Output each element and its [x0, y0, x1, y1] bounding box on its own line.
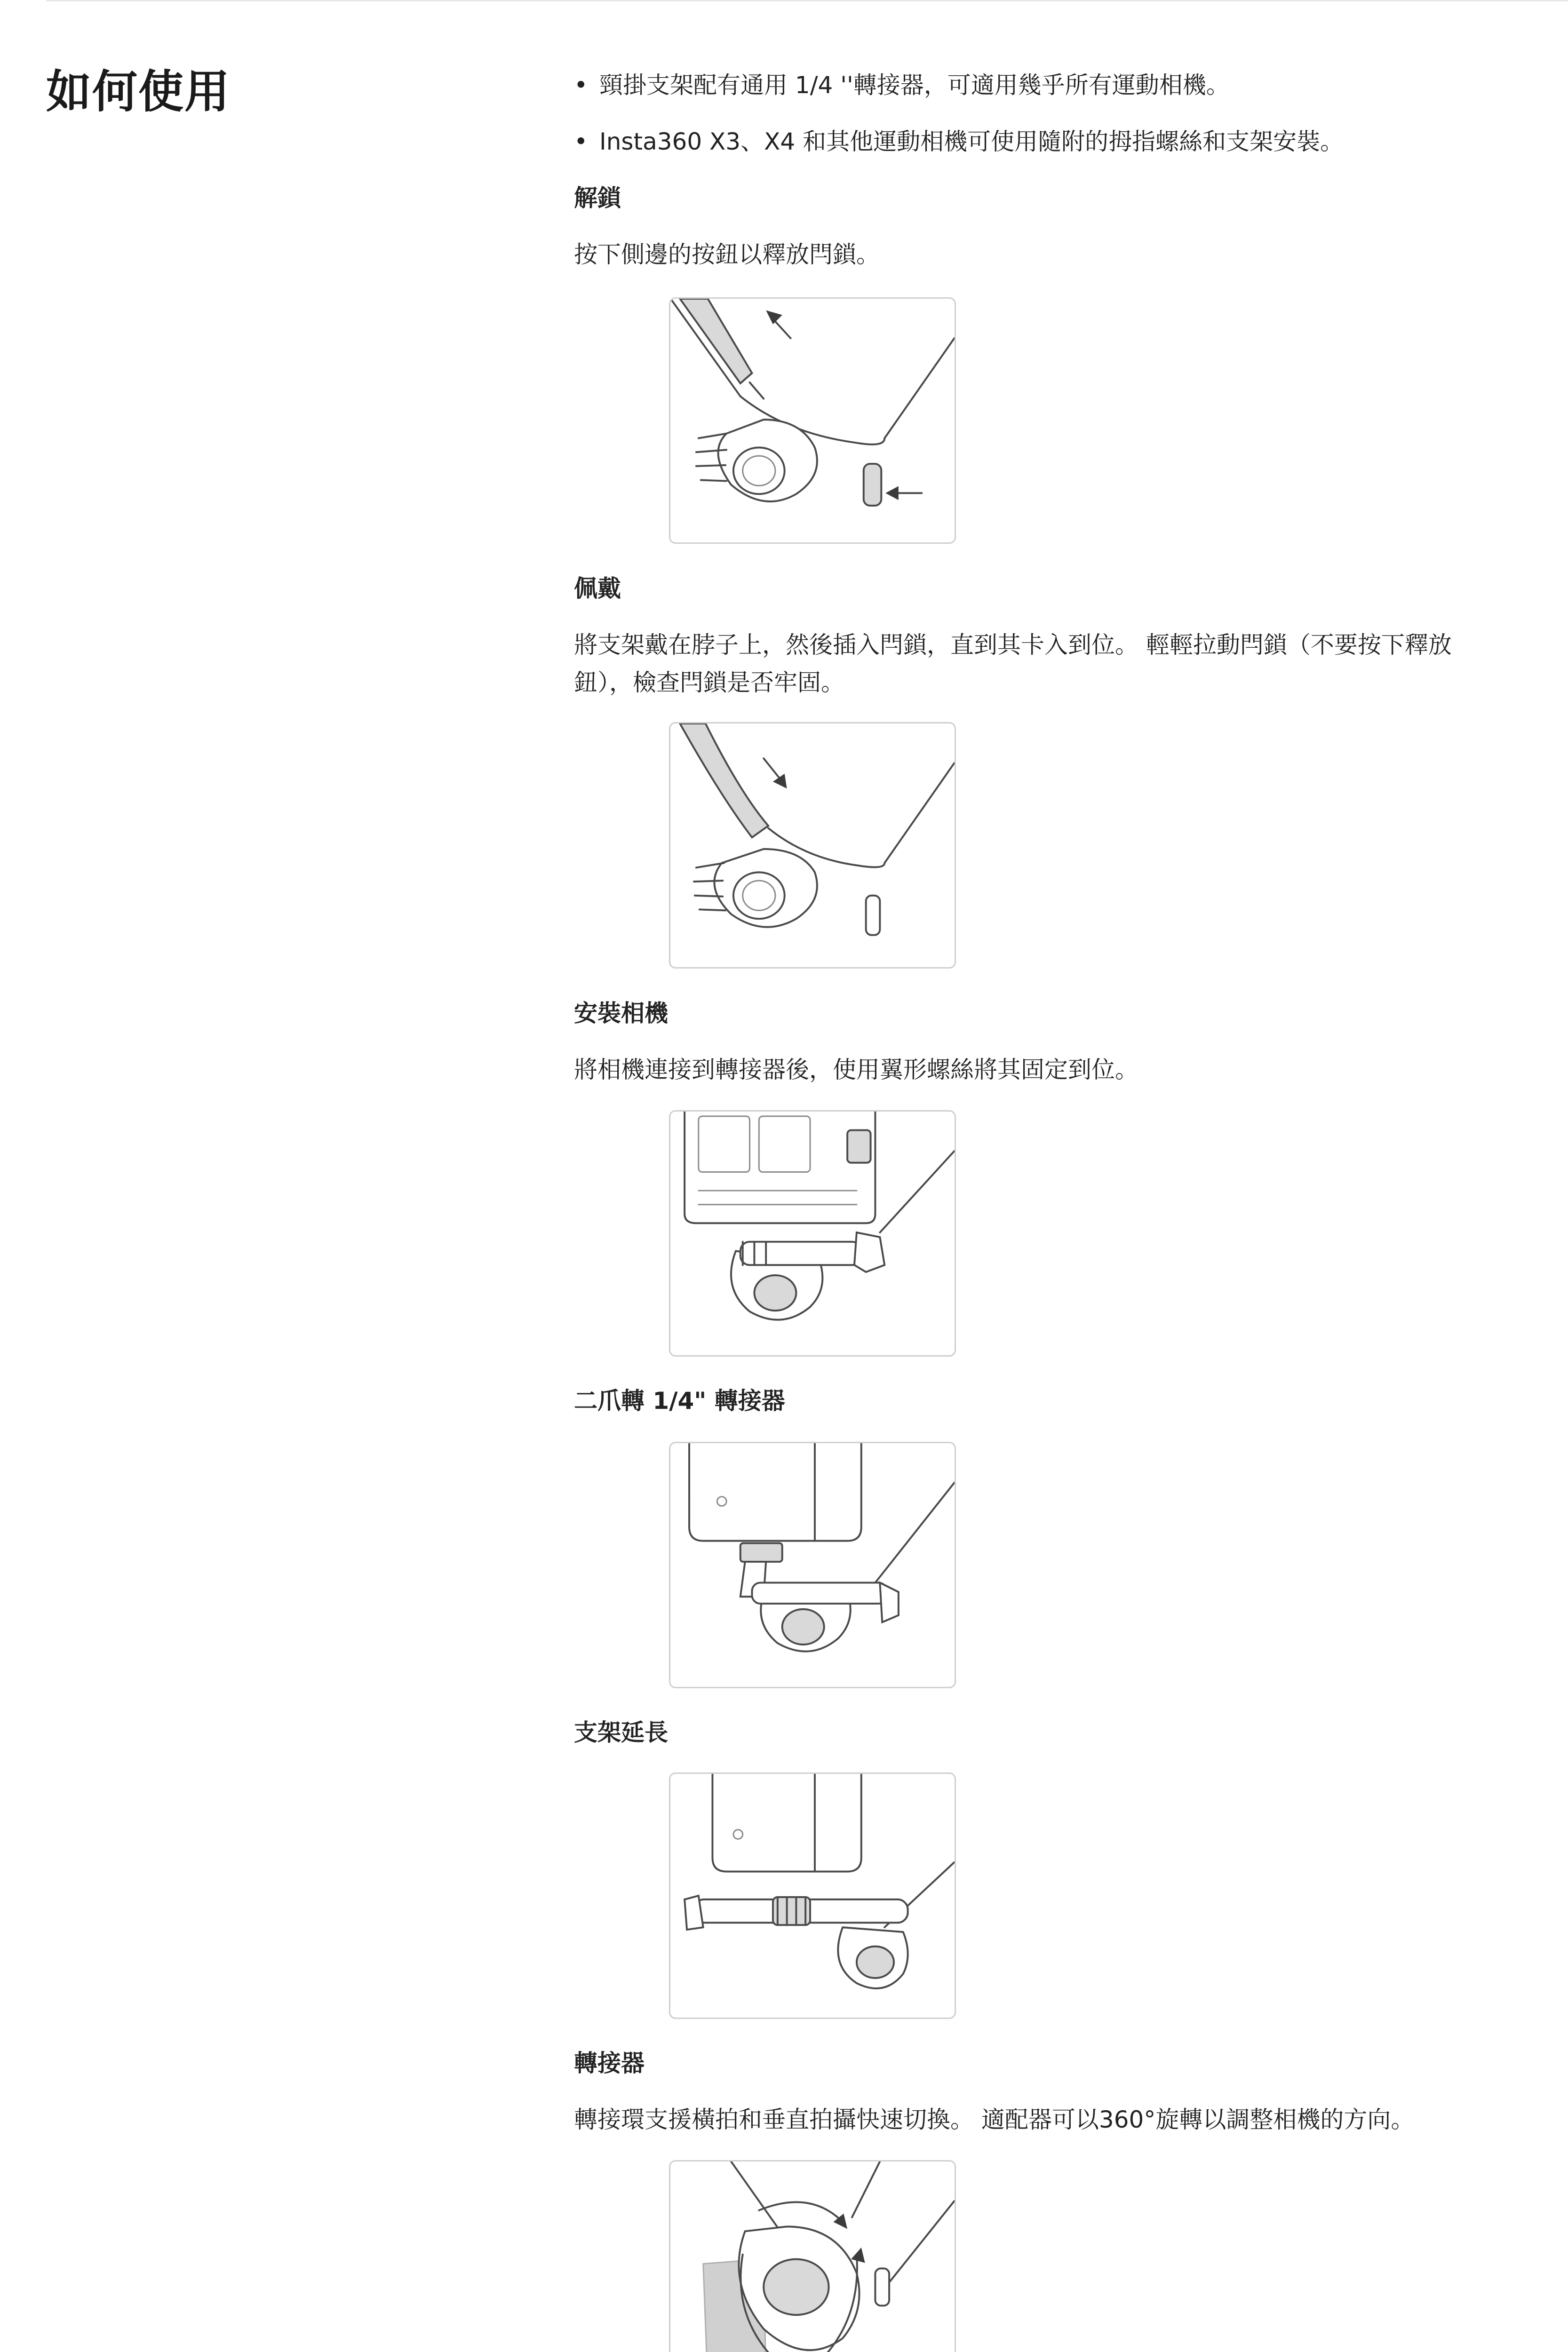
section-heading-wear: 佩戴: [574, 575, 621, 602]
bullet-item: • 頸掛支架配有通用 1/4 ''轉接器，可適用幾乎所有運動相機。: [574, 64, 1230, 107]
section-heading-mount: 安裝相機: [574, 1000, 668, 1027]
mount-extension-illustration: [669, 1772, 956, 2019]
section-text-adapter: 轉接環支援橫拍和垂直拍攝快速切換。 適配器可以360°旋轉以調整相機的方向。: [574, 2106, 1415, 2133]
section-text-wear: 將支架戴在脖子上，然後插入閂鎖，直到其卡入到位。 輕輕拉動閂鎖（不要按下釋放: [574, 631, 1452, 659]
section-text-mount: 將相機連接到轉接器後，使用翼形螺絲將其固定到位。: [574, 1056, 1138, 1083]
section-heading-unlock: 解鎖: [574, 184, 621, 212]
page-title: 如何使用: [46, 65, 231, 118]
wear-illustration: [669, 722, 956, 969]
two-prong-adapter-illustration: [669, 1442, 956, 1688]
section-heading-adapter: 轉接器: [574, 2050, 645, 2077]
bullet-item: • Insta360 X3、X4 和其他運動相機可使用隨附的拇指螺絲和支架安裝。: [574, 120, 1344, 163]
adapter-rotation-illustration: [669, 2160, 956, 2352]
section-heading-extension: 支架延長: [574, 1719, 668, 1746]
top-divider: [46, 0, 1568, 1]
section-text-unlock: 按下側邊的按鈕以釋放閂鎖。: [574, 241, 880, 268]
bullet-mark: •: [574, 72, 588, 99]
mount-camera-illustration: [669, 1110, 956, 1357]
unlock-illustration: [669, 297, 956, 544]
section-heading-two-prong: 二爪轉 1/4" 轉接器: [574, 1387, 785, 1414]
section-text-wear-cont: 鈕），檢查閂鎖是否牢固。: [574, 669, 844, 696]
bullet-mark: •: [574, 128, 588, 155]
